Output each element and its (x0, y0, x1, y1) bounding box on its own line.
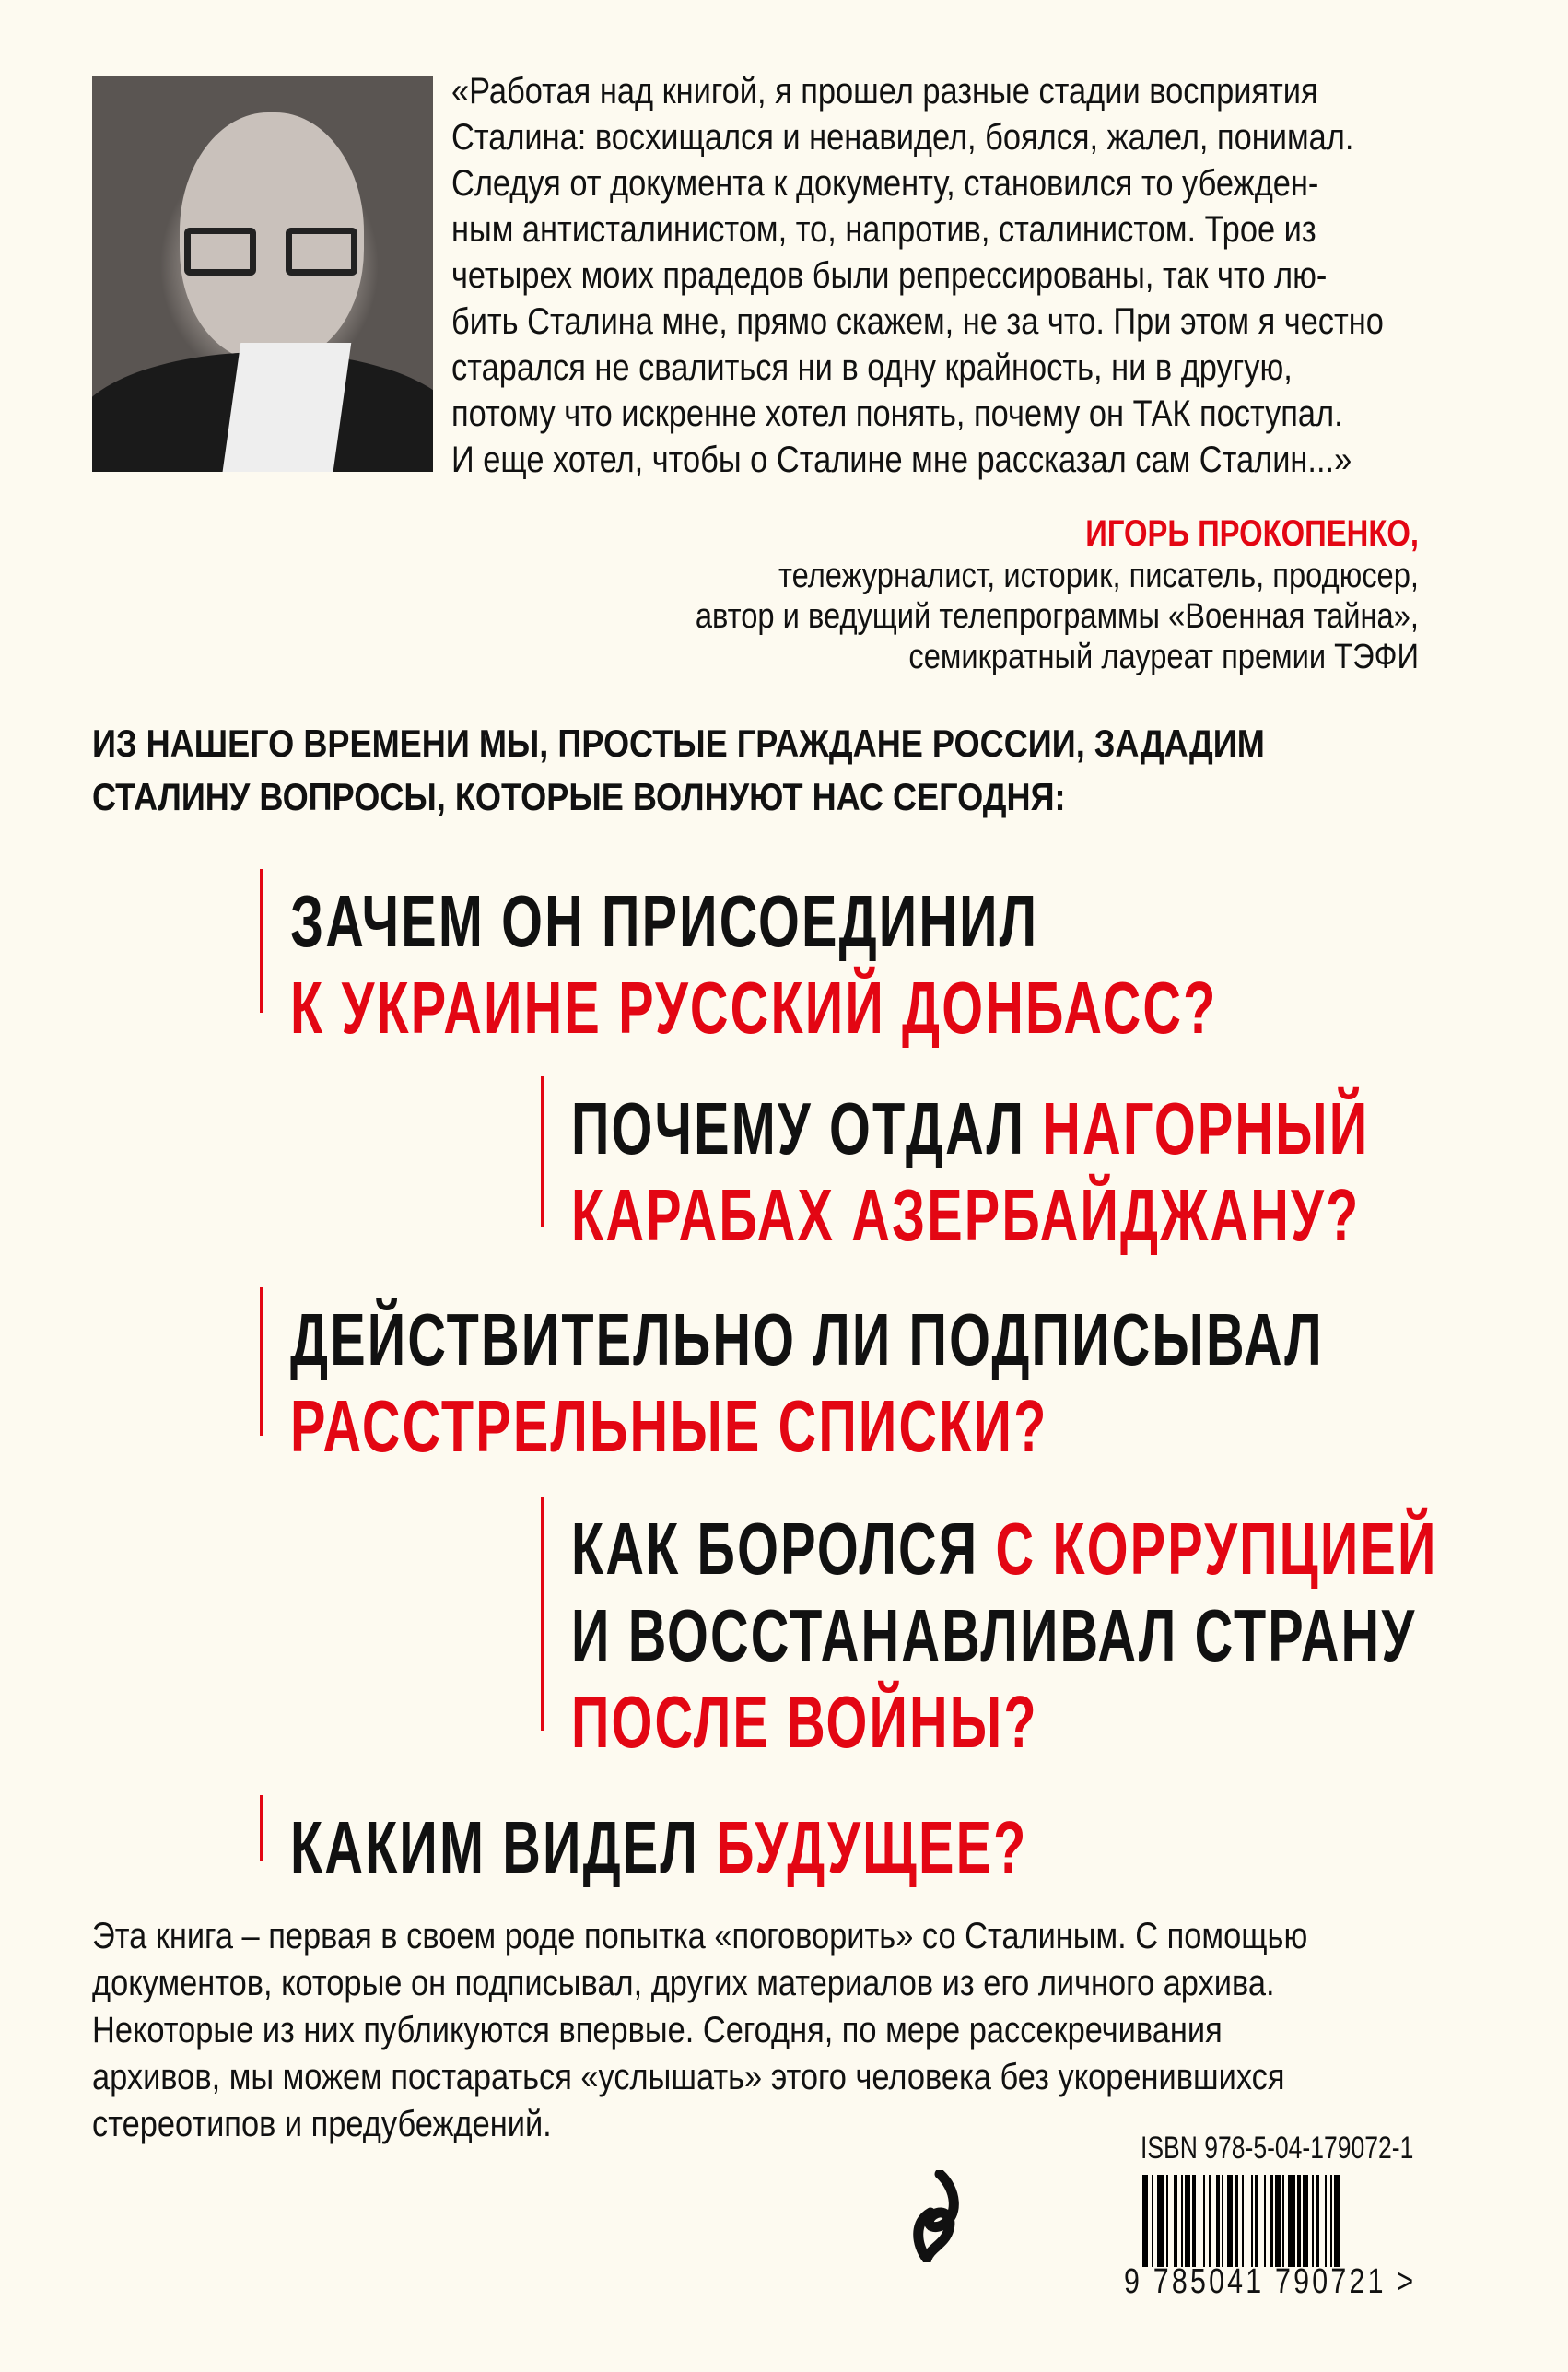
question-segment: РАССТРЕЛЬНЫЕ СПИСКИ? (290, 1385, 1048, 1467)
barcode-bar (1303, 2175, 1308, 2267)
author-quote (451, 68, 1428, 483)
question-line (290, 965, 1218, 1051)
barcode-bar (1255, 2175, 1258, 2267)
author-name: ИГОРЬ ПРОКОПЕНКО, (1085, 513, 1419, 554)
question-text (290, 878, 1568, 1051)
section-heading (92, 717, 1456, 824)
quote-line: ным антисталинистом, то, напротив, сталинистом. Трое из (451, 209, 1316, 250)
author-role: тележурналист, историк, писатель, продюсер, (778, 557, 1419, 595)
question-segment: И ВОССТАНАВЛИВАЛ СТРАНУ (571, 1594, 1417, 1676)
question-line (290, 1804, 1028, 1891)
quote-line: старался не свалиться ни в одну крайность, ни в другую, (451, 347, 1293, 388)
barcode-bar (1282, 2175, 1284, 2267)
accent-bar (541, 1076, 544, 1227)
question-segment: ПОЧЕМУ ОТДАЛ (571, 1087, 1043, 1169)
barcode (1142, 2175, 1428, 2267)
barcode-bar (1216, 2175, 1220, 2267)
quote-line: Следуя от документа к документу, становился то убежден- (451, 163, 1319, 204)
barcode-bar (1142, 2175, 1148, 2267)
question-segment: ДЕЙСТВИТЕЛЬНО ЛИ ПОДПИСЫВАЛ (290, 1298, 1324, 1380)
quote-line: «Работая над книгой, я прошел разные стадии восприятия (451, 71, 1318, 112)
description-line: архивов, мы можем постараться «услышать» этого человека без укоренившихся (92, 2057, 1285, 2097)
barcode-bar (1209, 2175, 1211, 2267)
barcode-bar (1288, 2175, 1295, 2267)
barcode-bar (1316, 2175, 1319, 2267)
author-role: автор и ведущий телепрограммы «Военная тайна», (695, 597, 1419, 636)
barcode-bar (1251, 2175, 1253, 2267)
author-photo (92, 76, 433, 472)
question-line (571, 1506, 1438, 1592)
barcode-bar (1312, 2175, 1314, 2267)
barcode-bar (1235, 2175, 1238, 2267)
quote-line: бить Сталина мне, прямо скажем, не за что. При этом я честно (451, 301, 1384, 342)
barcode-bar (1325, 2175, 1327, 2267)
barcode-bar (1264, 2175, 1266, 2267)
quote-line: И еще хотел, чтобы о Сталине мне рассказал сам Сталин...» (451, 440, 1352, 480)
question-line (571, 1679, 1438, 1766)
glasses-icon (184, 228, 369, 278)
question-line (290, 878, 1218, 965)
barcode-bar (1185, 2175, 1190, 2267)
barcode-bar (1152, 2175, 1153, 2267)
book-description (92, 1913, 1505, 2148)
question-segment: БУДУЩЕЕ? (716, 1806, 1028, 1888)
author-attribution (578, 511, 1419, 677)
question-segment: КАК БОРОЛСЯ (571, 1508, 996, 1590)
barcode-bar (1157, 2175, 1164, 2267)
barcode-digits: 9 785041 790721 > (1124, 2262, 1417, 2301)
barcode-bar (1166, 2175, 1168, 2267)
barcode-bar (1174, 2175, 1177, 2267)
barcode-bar (1334, 2175, 1340, 2267)
question-text (290, 1297, 1568, 1470)
accent-bar (260, 1795, 263, 1861)
description-line: стереотипов и предубеждений. (92, 2104, 552, 2144)
barcode-bar (1330, 2175, 1332, 2267)
barcode-bar (1270, 2175, 1273, 2267)
question-segment: ПОСЛЕ ВОЙНЫ? (571, 1681, 1038, 1763)
question-line (290, 1297, 1324, 1383)
quote-line: четырех моих прадедов были репрессированы, так что лю- (451, 255, 1328, 296)
accent-bar (260, 1287, 263, 1436)
description-line: документов, которые он подписывал, других материалов из его личного архива. (92, 1963, 1275, 2003)
accent-bar (260, 869, 263, 1013)
barcode-bar (1181, 2175, 1183, 2267)
isbn-label: ISBN 978-5-04-179072-1 (1141, 2131, 1414, 2166)
question-segment: С КОРРУПЦИЕЙ (995, 1508, 1438, 1590)
question-segment: КАКИМ ВИДЕЛ (290, 1806, 717, 1888)
description-line: Некоторые из них публикуются впервые. Сегодня, по мере рассекречивания (92, 2010, 1223, 2050)
question-line (571, 1172, 1369, 1259)
barcode-bar (1192, 2175, 1196, 2267)
author-role: семикратный лауреат премии ТЭФИ (908, 638, 1419, 676)
barcode-bar (1297, 2175, 1301, 2267)
question-line (571, 1592, 1438, 1679)
barcode-bar (1227, 2175, 1233, 2267)
quote-line: потому что искренне хотел понять, почему он ТАК поступал. (451, 393, 1343, 434)
barcode-bar (1222, 2175, 1223, 2267)
question-segment: НАГОРНЫЙ (1042, 1087, 1370, 1169)
question-line (290, 1383, 1324, 1470)
question-text (571, 1506, 1568, 1766)
heading-line: СТАЛИНУ ВОПРОСЫ, КОТОРЫЕ ВОЛНУЮТ НАС СЕГОДНЯ: (92, 775, 1066, 818)
question-segment: К УКРАИНЕ РУССКИЙ ДОНБАСС? (290, 967, 1218, 1049)
barcode-bar (1275, 2175, 1281, 2267)
heading-line: ИЗ НАШЕГО ВРЕМЕНИ МЫ, ПРОСТЫЕ ГРАЖДАНЕ РОССИИ, ЗАДАДИМ (92, 722, 1265, 765)
question-text (290, 1804, 1315, 1891)
question-text (571, 1086, 1568, 1259)
question-segment: КАРАБАХ АЗЕРБАЙДЖАНУ? (571, 1174, 1361, 1256)
barcode-bar (1242, 2175, 1244, 2267)
publisher-logo (903, 2170, 977, 2262)
description-line: Эта книга – первая в своем роде попытка «поговорить» со Сталиным. С помощью (92, 1916, 1308, 1956)
quote-line: Сталина: восхищался и ненавидел, боялся, жалел, понимал. (451, 117, 1354, 158)
question-line (571, 1086, 1369, 1172)
accent-bar (541, 1497, 544, 1731)
barcode-bar (1203, 2175, 1205, 2267)
question-segment: ЗАЧЕМ ОН ПРИСОЕДИНИЛ (290, 880, 1039, 962)
